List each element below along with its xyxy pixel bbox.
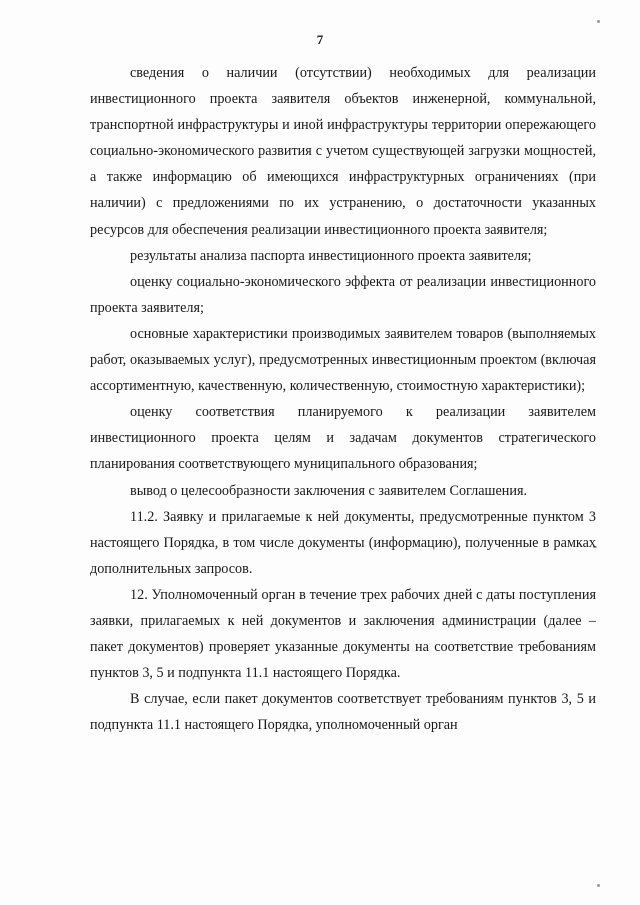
paragraph-11-2: 11.2. Заявку и прилагаемые к ней документы, предусмотренные пунктом 3 настоящего Порядка, в том числе документы (информацию), полученные в рамках дополнительных запросов. [90, 508, 596, 577]
paragraph-package-compliance: В случае, если пакет документов соответствует требованиям пунктов 3, 5 и подпункта 11.1 настоящего Порядка, уполномоченный орган [90, 691, 596, 734]
paragraph-infrastructure-info: сведения о наличии (отсутствии) необходимых для реализации инвестиционного проекта заявителя объектов инженерной, коммунальной, транспортной инфраструктуры и иной инфраструктуры территории опережающего социально-экономического развития с учетом существующей загрузки мощностей, а также информацию об имеющихся инфраструктурных ограничениях (при наличии) с предложениями по их устранению, о достаточности указанных ресурсов для обеспечения реализации инвестиционного проекта заявителя; [90, 65, 596, 238]
document-body [90, 60, 596, 738]
paragraph-agreement-conclusion: вывод о целесообразности заключения с заявителем Соглашения. [130, 482, 528, 499]
scan-speck [597, 20, 600, 23]
page-number: 7 [316, 32, 324, 47]
paragraph-passport-analysis: результаты анализа паспорта инвестиционного проекта заявителя; [130, 247, 532, 264]
scan-speck [597, 884, 600, 887]
paragraph-strategic-compliance: оценку соответствия планируемого к реализации заявителем инвестиционного проекта целям и задачам документов стратегического планирования соответствующего муниципального образования; [90, 404, 596, 473]
paragraph-product-characteristics: основные характеристики производимых заявителем товаров (выполняемых работ, оказываемых услуг), предусмотренных инвестиционным проектом (включая ассортиментную, качественную, количественную, стоимостную характеристики); [90, 325, 596, 395]
paragraph-12: 12. Уполномоченный орган в течение трех рабочих дней с даты поступления заявки, прилагаемых к ней документов и заключения администрации (далее – пакет документов) проверяет указанные документы на соответствие требованиям пунктов 3, 5 и подпункта 11.1 настоящего Порядка. [90, 586, 596, 682]
paragraph-socioeconomic-effect: оценку социально-экономического эффекта от реализации инвестиционного проекта заявителя; [90, 273, 596, 316]
